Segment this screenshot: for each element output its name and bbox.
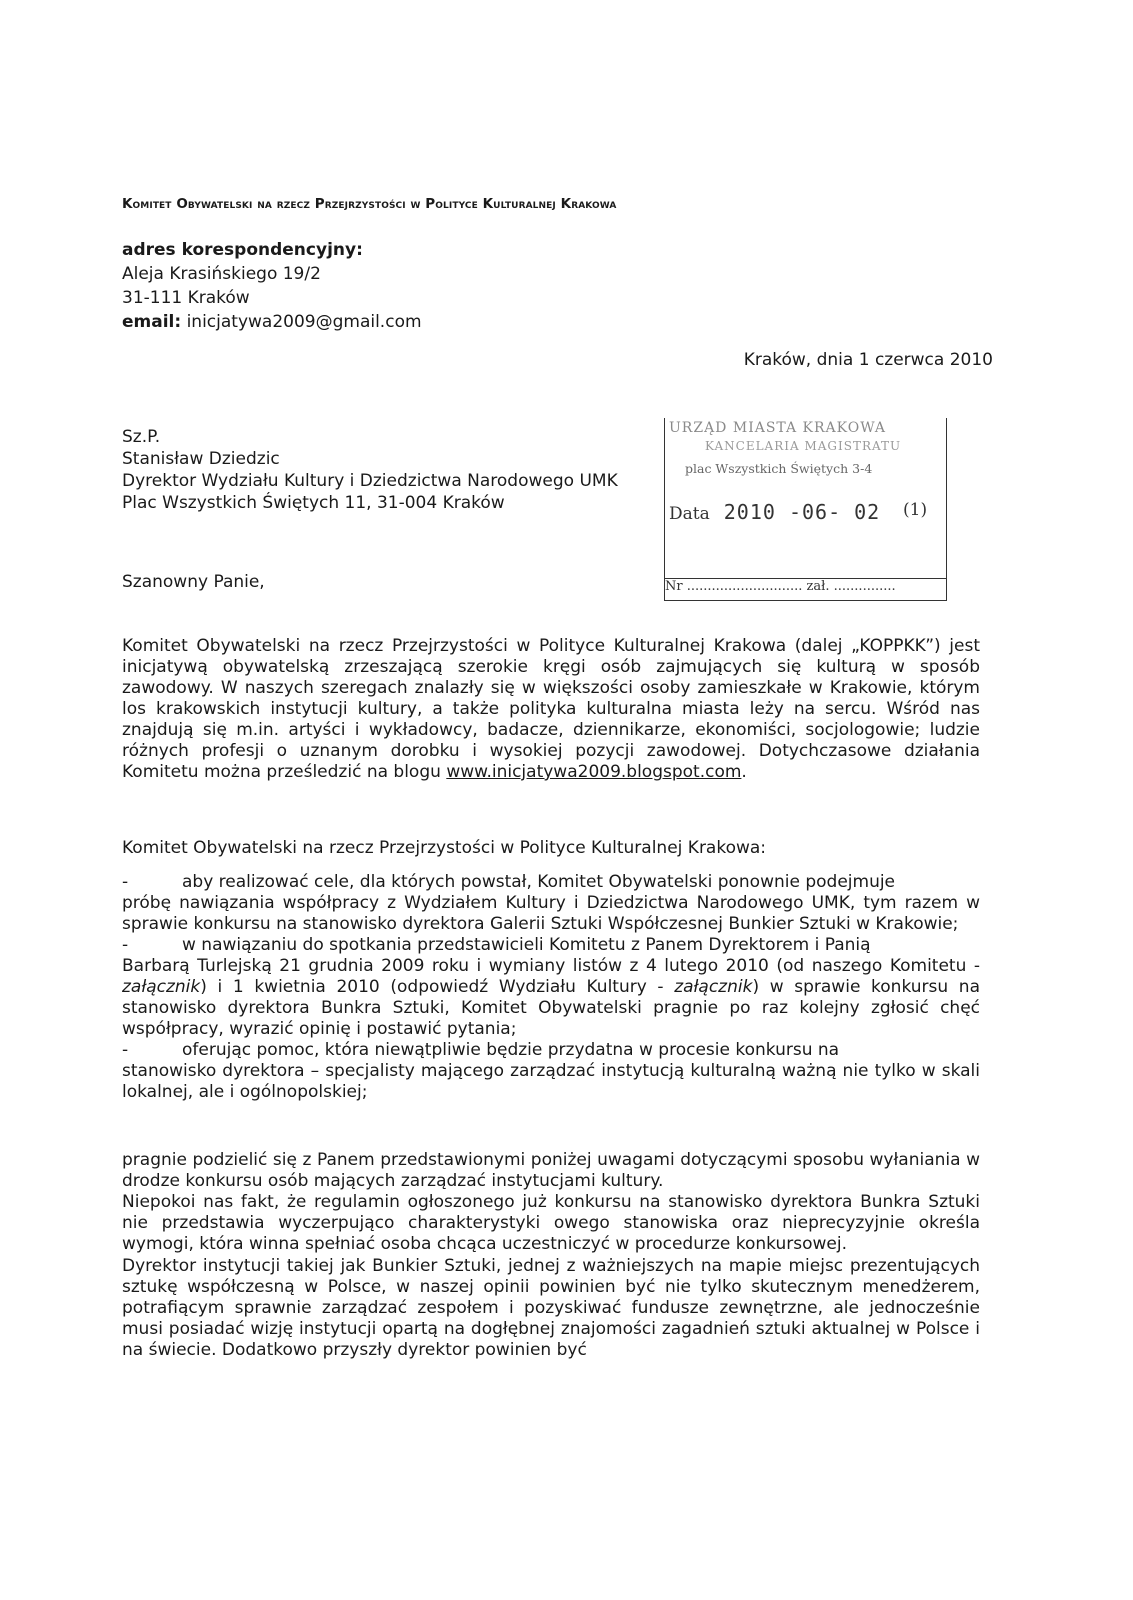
address-street: Aleja Krasińskiego 19/2 — [122, 264, 321, 284]
stamp-nr-line: Nr ............................ zał. ............... — [665, 578, 946, 594]
stamp-number: (1) — [903, 500, 928, 520]
stamp-date-value: 2010 -06- 02 — [723, 500, 881, 524]
blog-link[interactable]: www.inicjatywa2009.blogspot.com — [446, 762, 742, 782]
committee-list — [122, 872, 980, 1103]
stamp-address: plac Wszystkich Świętych 3-4 — [685, 461, 873, 476]
stamp-date-row — [669, 500, 928, 524]
list-item-first-line: aby realizować cele, dla których powstał, Komitet Obywatelski ponownie podejmuje — [182, 872, 896, 892]
list-item-rest: stanowisko dyrektora – specjalisty mającego zarządzać instytucją kulturalną ważną nie tylko w skali lokalnej, ale i ogólnopolskiej; — [122, 1061, 980, 1102]
list-item — [122, 1040, 980, 1103]
salutation: Szanowny Panie, — [122, 572, 265, 592]
correspondence-address — [122, 238, 422, 334]
recipient-address: Plac Wszystkich Świętych 11, 31-004 Kraków — [122, 493, 505, 513]
list-item-first-line: oferując pomoc, która niewątpliwie będzie przydatna w procesie konkursu na — [182, 1040, 840, 1060]
list-item-text: ) i 1 kwietnia 2010 (odpowiedź Wydziału Kultury - — [200, 977, 675, 997]
list-dash: - — [122, 935, 129, 955]
list-item — [122, 935, 980, 1040]
recipient-salutation: Sz.P. — [122, 427, 161, 447]
attachment-label: załącznik — [122, 977, 201, 997]
paragraph-concern: Niepokoi nas fakt, że regulamin ogłoszonego już konkursu na stanowisko dyrektora Bunkra Sztuki nie przedstawia wyczerpująco charakterystyki owego stanowiska oraz nieprecyzyjnie określa wymogi, która winna spełniać osoba chcąca uczestniczyć w procedurze konkursowej. — [122, 1192, 980, 1254]
stamp-date-label: Data — [669, 504, 710, 524]
recipient-title: Dyrektor Wydziału Kultury i Dziedzictwa Narodowego UMK — [122, 471, 618, 491]
list-dash: - — [122, 872, 129, 892]
paragraph-director: Dyrektor instytucji takiej jak Bunkier Sztuki, jednej z ważniejszych na mapie miejsc prezentujących sztukę współczesną w Polsce, w naszej opinii powinien być nie tylko skutecznym menedżerem, potrafiącym sprawnie zarządzać zespołem i pozyskiwać fundusze zewnętrzne, ale jednocześnie musi posiadać wizję instytucji opartą na dogłębnej znajomości zagadnień sztuki aktualnej w Polsce i na świecie. Dodatkowo przyszły dyrektor powinien być — [122, 1256, 980, 1360]
list-dash: - — [122, 1040, 129, 1060]
paragraph-intro: Komitet Obywatelski na rzecz Przejrzystości w Polityce Kulturalnej Krakowa (dalej „KOPPKK”) jest inicjatywą obywatelską zrzeszającą szerokie kręgi osób zajmujących się kulturą w sposób zawodowy. W naszych szeregach znalazły się w większości osoby zamieszkałe w Krakowie, którym los krakowskich instytucji kultury, a także polityka kulturalna miasta leży na sercu. Wśród nas znajdują się m.in. artyści i wykładowcy, badacze, dziennikarze, ekonomiści, socjologowie; ludzie różnych profesji o uznanym dorobku i wysokiej pozycji zawodowej. Dotychczasowe działania Komitetu można prześledzić na blogu www.inicjatywa2009.blogspot.com. — [122, 636, 980, 782]
list-item-text: ) w sprawie konkursu na stanowisko dyrektora Bunkra Sztuki, Komitet Obywatelski pragnie po raz kolejny zgłosić chęć współpracy, wyrazić opinię i postawić pytania; — [122, 977, 980, 1039]
list-item-rest: próbę nawiązania współpracy z Wydziałem Kultury i Dziedzictwa Narodowego UMK, tym razem w sprawie konkursu na stanowisko dyrektora Galerii Sztuki Współczesnej Bunkier Sztuki w Krakowie; — [122, 893, 980, 934]
list-item-first-line: w nawiązaniu do spotkania przedstawicieli Komitetu z Panem Dyrektorem i Panią — [182, 935, 871, 955]
recipient-name: Stanisław Dziedzic — [122, 449, 280, 469]
recipient-block — [122, 426, 618, 514]
list-item-text: Barbarą Turlejską 21 grudnia 2009 roku i wymiany listów z 4 lutego 2010 (od naszego Komitetu - — [122, 956, 980, 976]
list-item-rest — [122, 956, 980, 1040]
registry-stamp — [664, 418, 947, 601]
stamp-department: KANCELARIA MAGISTRATU — [705, 439, 902, 453]
paragraph-committee: Komitet Obywatelski na rzecz Przejrzystości w Polityce Kulturalnej Krakowa: — [122, 838, 767, 858]
address-city: 31-111 Kraków — [122, 288, 250, 308]
stamp-office: URZĄD MIASTA KRAKOWA — [669, 420, 887, 436]
letter-date: Kraków, dnia 1 czerwca 2010 — [743, 350, 993, 370]
address-label: adres korespondencyjny: — [122, 240, 363, 260]
email-address: inicjatywa2009@gmail.com — [186, 312, 422, 332]
paragraph-share: pragnie podzielić się z Panem przedstawionymi poniżej uwagami dotyczącymi sposobu wyłaniania w drodze konkursu osób mających zarządzać instytucjami kultury. — [122, 1150, 980, 1191]
attachment-label: załącznik — [674, 977, 753, 997]
organization-name: Komitet Obywatelski na rzecz Przejrzystości w Polityce Kulturalnej Krakowa — [122, 196, 617, 212]
paragraph-intro-text: Komitet Obywatelski na rzecz Przejrzystości w Polityce Kulturalnej Krakowa (dalej „KOPPKK”) jest inicjatywą obywatelską zrzeszającą szerokie kręgi osób zajmujących się kulturą w sposób zawodowy. W naszych szeregach znalazły się w większości osoby zamieszkałe w Krakowie, którym los krakowskich instytucji kultury, a także polityka kulturalna miasta leży na sercu. Wśród nas znajdują się m.in. artyści i wykładowcy, badacze, dziennikarze, ekonomiści, socjologowie; ludzie różnych profesji o uznanym dorobku i wysokiej pozycji zawodowej. Dotychczasowe działania Komitetu można prześledzić na blogu — [122, 636, 980, 782]
email-label: email: — [122, 312, 182, 332]
list-item — [122, 872, 980, 935]
